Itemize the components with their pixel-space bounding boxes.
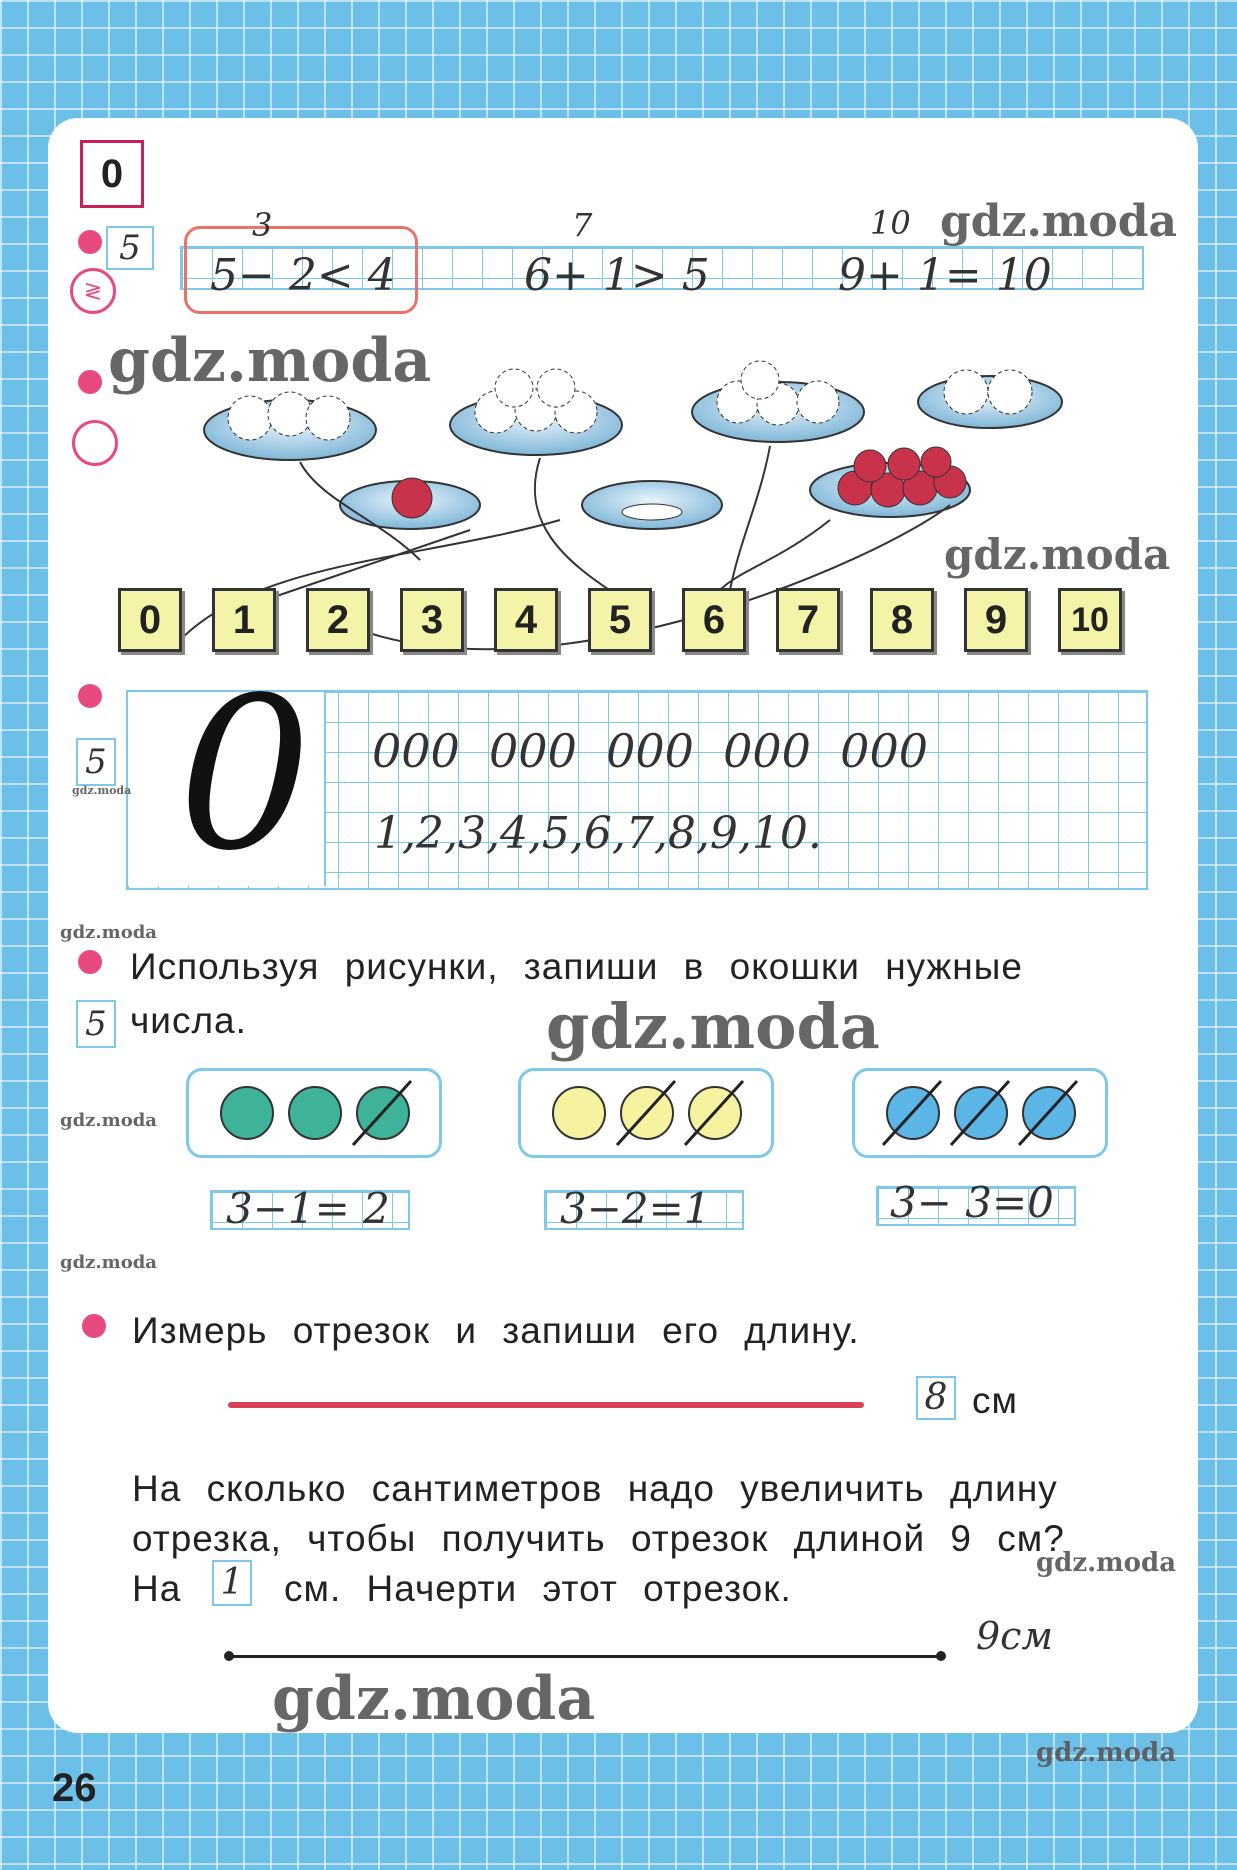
points-value: 5 [85,1004,107,1044]
compare-icon: ≷ [70,268,116,314]
points-value: 5 [119,228,141,268]
expr3-above: 10 [870,204,911,242]
bullet-dot [78,230,102,254]
expr1-above: 3 [252,206,273,244]
circles-group-blue [852,1068,1108,1158]
bowl-one-cherry [340,478,480,529]
watermark: gdz.moda [60,1110,157,1131]
watermark: gdz.moda [272,1664,596,1734]
watermark: gdz.moda [944,530,1171,579]
question-line-3a: На [132,1568,182,1609]
number-box-1: 1 [212,588,276,652]
question-line-3b: см. Начерти этот отрезок. [284,1568,792,1609]
watermark: gdz.moda [60,922,157,943]
green-circles [189,1071,439,1155]
task-number-box [80,140,144,208]
increase-answer: 1 [220,1562,244,1603]
increase-answer-box [212,1560,252,1606]
bullet-dot [78,684,102,708]
number-box-2: 2 [306,588,370,652]
number-box-9: 9 [964,588,1028,652]
points-box [106,226,154,270]
length-answer: 8 [924,1377,948,1418]
red-segment [228,1402,864,1408]
expr2: 6+ 1> 5 [524,250,710,301]
practice-row-2: 1,2,3,4,5,6,7,8,9,10. [374,808,822,859]
equation-1: 3−1= 2 [226,1184,390,1233]
points-value: 5 [85,742,107,782]
question-line-1: На сколько сантиметров надо увеличить длину [132,1468,1058,1509]
task4-line2: числа. [130,1000,247,1041]
bowl-no-cherries [582,481,722,529]
task-number: 0 [100,152,124,196]
length-unit: см [972,1380,1018,1421]
number-box-6: 6 [682,588,746,652]
watermark: gdz.moda [546,990,880,1063]
watermark: gdz.moda [1036,1738,1177,1768]
number-box-0: 0 [118,588,182,652]
drawn-segment [228,1655,942,1658]
expr1: 5− 2< 4 [210,250,396,301]
page-number: 26 [52,1766,97,1810]
number-box-5: 5 [588,588,652,652]
watermark: gdz.moda [60,1252,157,1273]
points-box [76,738,116,786]
drawn-segment-label: 9см [976,1614,1053,1658]
number-box-3: 3 [400,588,464,652]
watermark: gdz.moda [72,784,132,797]
bullet-dot [78,950,102,974]
yellow-circles [521,1071,771,1155]
sample-digit: 0 [178,652,312,897]
blue-circles [855,1071,1105,1155]
number-box-7: 7 [776,588,840,652]
task5-instruction: Измерь отрезок и запиши его длину. [132,1310,860,1351]
bowl-empty-5 [450,369,622,455]
watermark: gdz.moda [940,196,1178,247]
equation-2: 3−2=1 [560,1184,711,1233]
number-box-4: 4 [494,588,558,652]
bowl-empty-3 [204,392,376,460]
points-box [76,1000,116,1048]
number-row [118,588,1128,658]
question-line-2: отрезка, чтобы получить отрезок длиной 9 см? [132,1518,1065,1559]
watermark: gdz.moda [1036,1548,1177,1578]
bullet-dot [82,1314,106,1338]
expr2-above: 7 [572,206,593,244]
bowl-empty-2 [918,370,1062,428]
number-box-10: 10 [1058,588,1122,652]
watermark: gdz.moda [108,326,432,396]
bowl-seven-cherries [810,447,970,517]
segment-start-point [224,1651,234,1661]
circles-group-green [186,1068,442,1158]
length-answer-box [916,1376,956,1420]
expr3: 9+ 1= 10 [838,250,1052,301]
bowl-empty-4 [692,361,864,442]
number-box-8: 8 [870,588,934,652]
practice-row-1: 000 000 000 000 000 [372,724,928,778]
circles-group-yellow [518,1068,774,1158]
task4-line1: Используя рисунки, запиши в окошки нужные [130,946,1023,987]
segment-end-point [936,1651,946,1661]
equation-3: 3− 3=0 [890,1178,1054,1227]
